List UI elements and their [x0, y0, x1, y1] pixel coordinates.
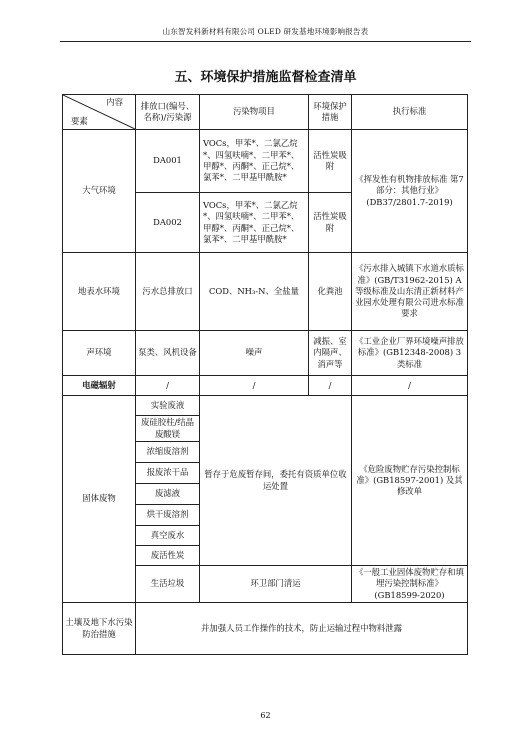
em-measure: /	[309, 376, 352, 396]
noise-pollutant: 噪声	[200, 331, 309, 376]
header-standard: 执行标准	[352, 95, 468, 130]
table-row	[63, 130, 468, 193]
category-water: 地表水环境	[63, 253, 136, 331]
category-soil-groundwater: 土壤及地下水污染防治措施	[63, 603, 136, 655]
table-row	[63, 331, 468, 376]
supervision-checklist-table	[62, 94, 468, 655]
em-outlet: /	[136, 376, 200, 396]
solid-item: 废活性炭	[136, 546, 200, 566]
corner-label-top: 内容	[106, 97, 123, 107]
water-outlet: 污水总排放口	[136, 253, 200, 331]
table-row	[63, 603, 468, 655]
air-outlet-2: DA002	[136, 193, 200, 253]
air-pollutant-2: VOCs，甲苯*、二氯乙烷*、四氢呋喃*、二甲苯*、甲醇*、丙酮*、正己烷*、氯苯*、二甲基甲酰胺*	[200, 193, 309, 253]
header-measure: 环境保护措施	[309, 95, 352, 130]
table-row	[63, 376, 468, 396]
em-standard: /	[352, 376, 468, 396]
category-air: 大气环境	[63, 130, 136, 253]
category-noise: 声环境	[63, 331, 136, 376]
diagonal-corner-cell	[63, 95, 136, 130]
solid-item: 浓缩废溶剂	[136, 442, 200, 463]
soil-measure: 并加强人员工作操作的技术，防止运输过程中物料泄露	[136, 603, 468, 655]
page-number: 62	[260, 711, 271, 720]
noise-measure: 减振、室内隔声、消声等	[309, 331, 352, 376]
solid-item: 废硅胶柱/结晶废酸镁	[136, 416, 200, 442]
solid-item: 废滤液	[136, 484, 200, 505]
category-solid-waste: 固体废物	[63, 396, 136, 603]
water-measure: 化粪池	[309, 253, 352, 331]
solid-item: 实验废液	[136, 396, 200, 416]
table-row	[63, 253, 468, 331]
air-pollutant-1: VOCs，甲苯*、二氯乙烷*、四氢呋喃*、二甲苯*、甲醇*、丙酮*、正己烷*、氯苯*、二甲基甲酰胺*	[200, 130, 309, 193]
solid-domestic-item: 生活垃圾	[136, 566, 200, 603]
solid-item: 报废浓干品	[136, 463, 200, 484]
air-outlet-1: DA001	[136, 130, 200, 193]
header-rule	[60, 41, 471, 42]
water-pollutant: COD、NH₃-N、全盐量	[200, 253, 309, 331]
em-pollutant: /	[200, 376, 309, 396]
header-outlet: 排放口(编号、名称)/污染源	[136, 95, 200, 130]
corner-label-bottom: 要素	[71, 115, 88, 126]
solid-hazardous-standard: 《危险废物贮存污染控制标准》(GB18597-2001) 及其修改单	[352, 396, 468, 566]
solid-hazardous-measure: 暂存于危废暂存间，委托有资质单位收运处置	[200, 396, 352, 566]
solid-domestic-measure: 环卫部门清运	[200, 566, 352, 603]
section-title: 五、环境保护措施监督检查清单	[174, 70, 357, 85]
solid-item: 烘干废溶剂	[136, 505, 200, 526]
header-pollutant: 污染物项目	[200, 95, 309, 130]
solid-domestic-standard: 《一般工业固体废物贮存和填埋污染控制标准》(GB18599-2020)	[352, 566, 468, 603]
water-standard: 《污水排入城镇下水道水质标准》(GB/T31962-2015) A等级标准及山东清正新材料产业园水处理有限公司进水标准要求	[352, 253, 468, 331]
table-header-row	[63, 95, 468, 130]
solid-item: 真空废水	[136, 526, 200, 546]
table-row	[63, 396, 468, 416]
air-measure-2: 活性炭吸附	[309, 193, 352, 253]
air-measure-1: 活性炭吸附	[309, 130, 352, 193]
category-electromagnetic: 电磁辐射	[63, 376, 136, 396]
noise-outlet: 泵类、风机设备	[136, 331, 200, 376]
running-header: 山东智发科新材料有限公司 OLED 研发基地环境影响报告表	[162, 27, 369, 36]
air-standard: 《挥发性有机物排放标准 第7部分：其他行业》(DB37/2801.7-2019)	[352, 130, 468, 253]
noise-standard: 《工业企业厂界环境噪声排放标准》(GB12348-2008) 3类标准	[352, 331, 468, 376]
